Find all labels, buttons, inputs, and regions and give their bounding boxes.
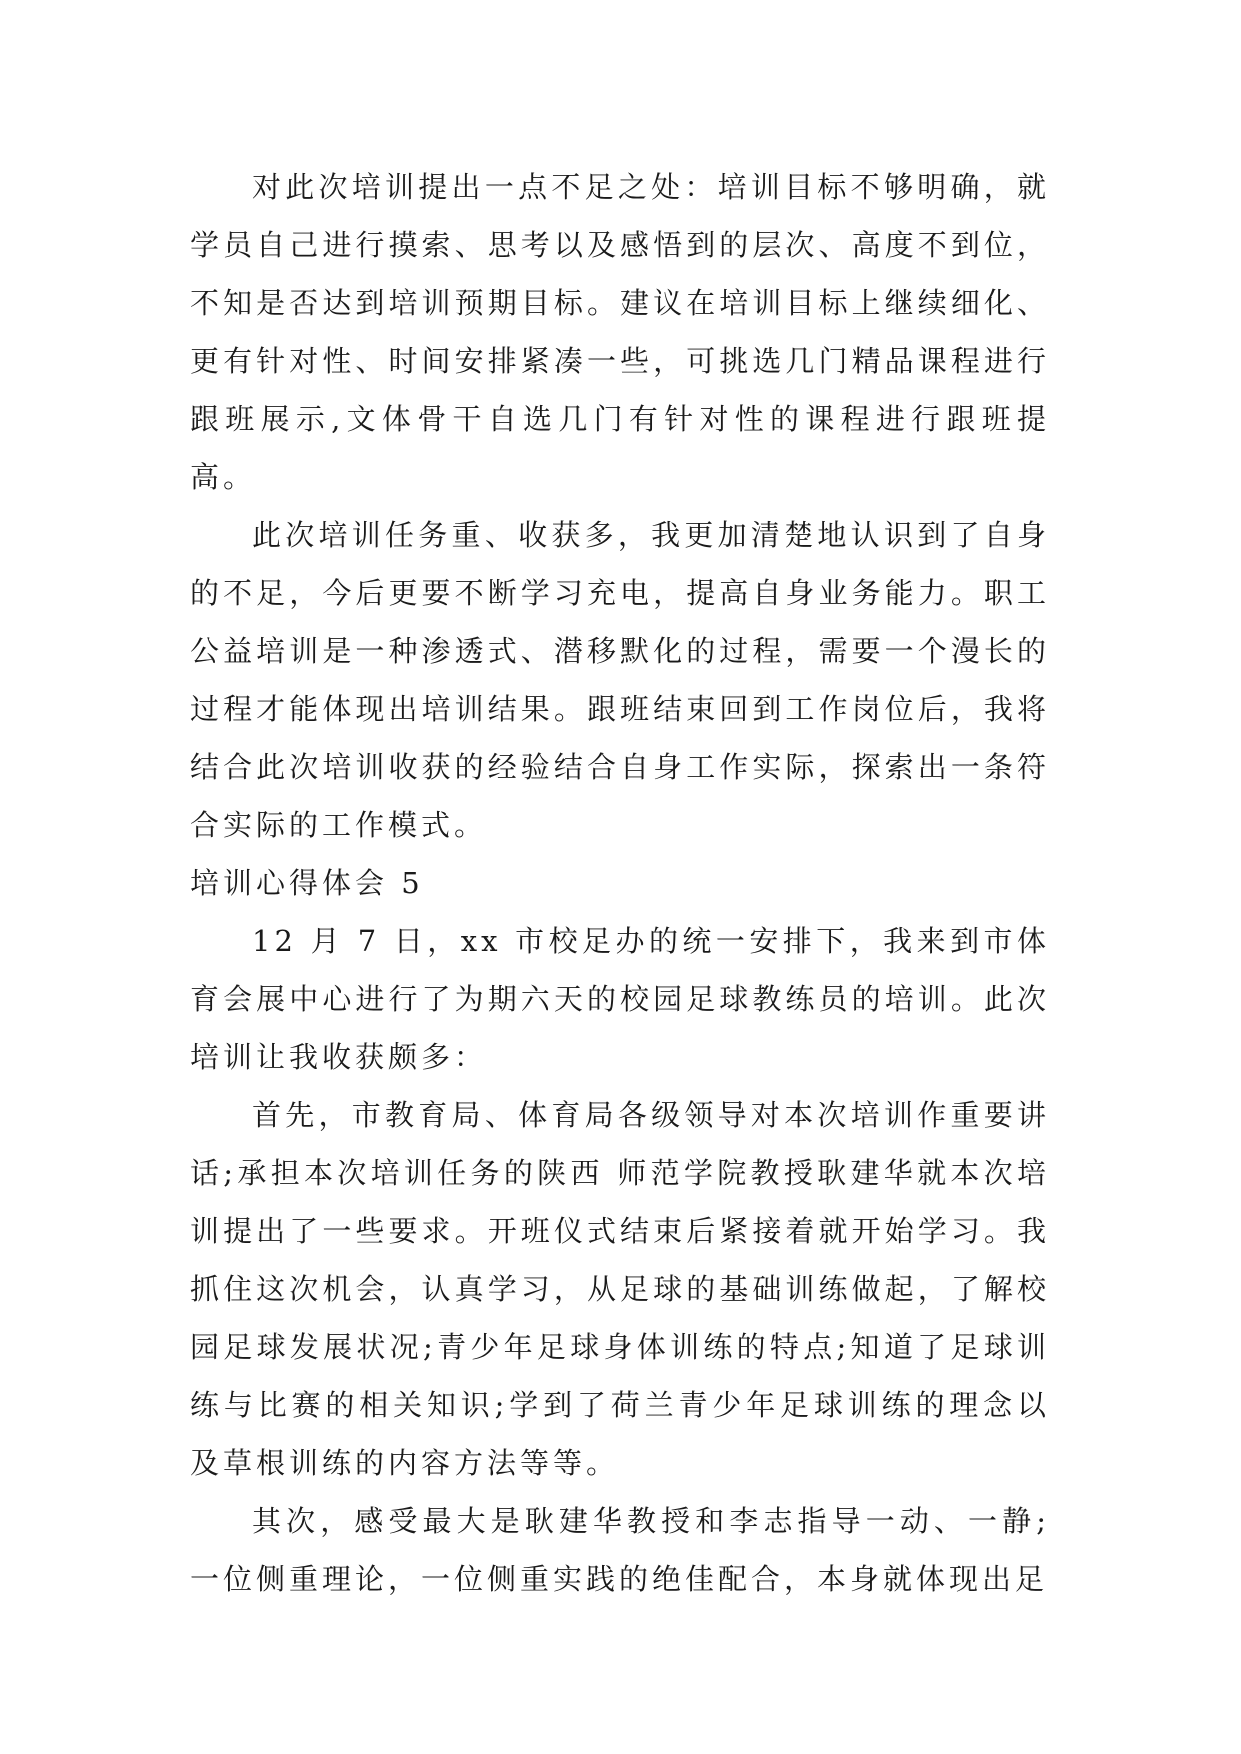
paragraph-dec-7-training: 12 月 7 日，xx 市校足办的统一安排下，我来到市体育会展中心进行了为期六天的校园足球教练员的培训。此次培训让我收获颇多：	[190, 924, 1050, 1074]
paragraph-second-point: 其次，感受最大是耿建华教授和李志指导一动、一静;一位侧重理论，一位侧重实践的绝佳配合，本身就体现出足	[190, 1504, 1050, 1596]
paragraph-training-gains: 此次培训任务重、收获多，我更加清楚地认识到了自身的不足，今后更要不断学习充电，提高自身业务能力。职工公益培训是一种渗透式、潜移默化的过程，需要一个漫长的过程才能体现出培训结果。跟班结束回到工作岗位后，我将结合此次培训收获的经验结合自身工作实际，探索出一条符合实际的工作模式。	[190, 518, 1050, 842]
paragraph-first-point: 首先，市教育局、体育局各级领导对本次培训作重要讲话;承担本次培训任务的陕西 师范学院教授耿建华就本次培训提出了一些要求。开班仪式结束后紧接着就开始学习。我抓住这次机会，认真学习，从足球的基础训练做起，了解校园足球发展状况;青少年足球身体训练的特点;知道了足球训练与比赛的相关知识;学到了荷兰青少年足球训练的理念以及草根训练的内容方法等等。	[190, 1098, 1050, 1480]
document-body	[190, 158, 1050, 1608]
section-heading: 培训心得体会 5	[190, 866, 424, 900]
paragraph-training-shortcomings: 对此次培训提出一点不足之处：培训目标不够明确，就学员自己进行摸索、思考以及感悟到的层次、高度不到位，不知是否达到培训预期目标。建议在培训目标上继续细化、更有针对性、时间安排紧凑一些，可挑选几门精品课程进行跟班展示,文体骨干自选几门有针对性的课程进行跟班提高。	[190, 170, 1050, 494]
